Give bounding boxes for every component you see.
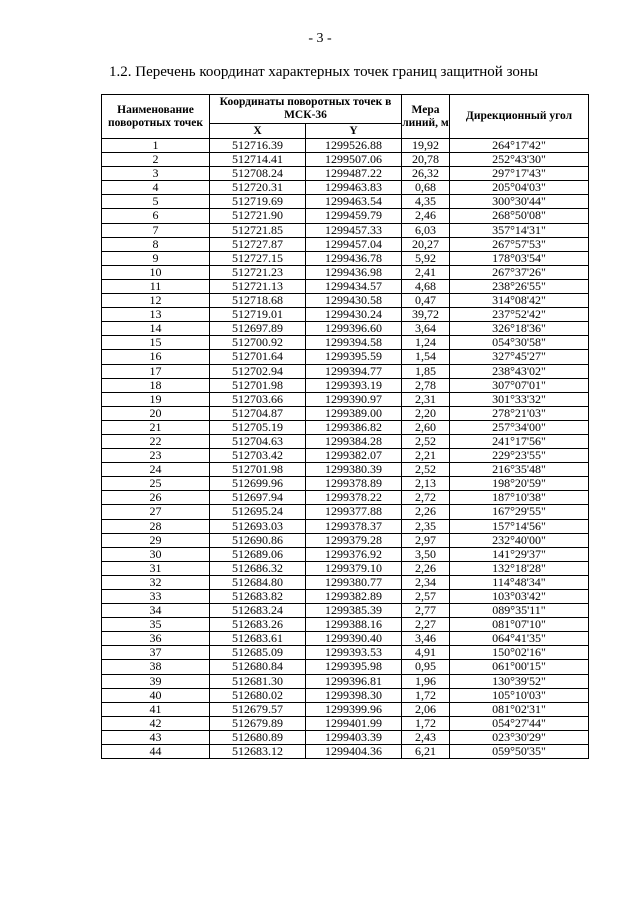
header-line-length: Мера линий, м [402, 95, 450, 139]
table-row [102, 660, 589, 674]
cell-y: 1299399.96 [306, 702, 402, 716]
cell-point-number: 6 [102, 209, 210, 223]
table-row [102, 279, 589, 293]
cell-point-number: 27 [102, 505, 210, 519]
cell-point-number: 35 [102, 618, 210, 632]
cell-line-length: 4,91 [402, 646, 450, 660]
table-row [102, 209, 589, 223]
cell-direction-angle: 130°39'52" [450, 674, 589, 688]
cell-point-number: 38 [102, 660, 210, 674]
cell-x: 512702.94 [210, 364, 306, 378]
cell-y: 1299457.04 [306, 237, 402, 251]
cell-x: 512699.96 [210, 477, 306, 491]
cell-y: 1299459.79 [306, 209, 402, 223]
cell-point-number: 21 [102, 420, 210, 434]
cell-y: 1299385.39 [306, 604, 402, 618]
cell-point-number: 9 [102, 251, 210, 265]
cell-x: 512704.87 [210, 406, 306, 420]
cell-x: 512714.41 [210, 153, 306, 167]
table-row [102, 618, 589, 632]
table-row [102, 702, 589, 716]
cell-y: 1299388.16 [306, 618, 402, 632]
cell-x: 512685.09 [210, 646, 306, 660]
cell-point-number: 15 [102, 336, 210, 350]
cell-y: 1299380.77 [306, 575, 402, 589]
cell-x: 512718.68 [210, 294, 306, 308]
cell-direction-angle: 187°10'38" [450, 491, 589, 505]
cell-point-number: 16 [102, 350, 210, 364]
table-row [102, 420, 589, 434]
table-row [102, 392, 589, 406]
cell-y: 1299390.97 [306, 392, 402, 406]
cell-x: 512680.84 [210, 660, 306, 674]
cell-x: 512683.61 [210, 632, 306, 646]
cell-point-number: 40 [102, 688, 210, 702]
cell-x: 512727.87 [210, 237, 306, 251]
table-row [102, 716, 589, 730]
table-row [102, 153, 589, 167]
cell-point-number: 36 [102, 632, 210, 646]
cell-direction-angle: 157°14'56" [450, 519, 589, 533]
cell-y: 1299457.33 [306, 223, 402, 237]
cell-point-number: 17 [102, 364, 210, 378]
cell-x: 512679.57 [210, 702, 306, 716]
cell-y: 1299378.89 [306, 477, 402, 491]
cell-y: 1299507.06 [306, 153, 402, 167]
cell-direction-angle: 238°26'55" [450, 279, 589, 293]
cell-line-length: 2,34 [402, 575, 450, 589]
table-row [102, 378, 589, 392]
cell-x: 512716.39 [210, 139, 306, 153]
table-row [102, 223, 589, 237]
cell-x: 512719.69 [210, 195, 306, 209]
cell-point-number: 3 [102, 167, 210, 181]
cell-x: 512683.82 [210, 590, 306, 604]
cell-point-number: 26 [102, 491, 210, 505]
cell-direction-angle: 141°29'37" [450, 547, 589, 561]
cell-x: 512708.24 [210, 167, 306, 181]
cell-x: 512683.24 [210, 604, 306, 618]
cell-direction-angle: 278°21'03" [450, 406, 589, 420]
cell-line-length: 2,52 [402, 434, 450, 448]
cell-line-length: 19,92 [402, 139, 450, 153]
cell-direction-angle: 023°30'29" [450, 730, 589, 744]
cell-y: 1299395.59 [306, 350, 402, 364]
cell-line-length: 0,47 [402, 294, 450, 308]
cell-direction-angle: 300°30'44" [450, 195, 589, 209]
cell-y: 1299430.24 [306, 308, 402, 322]
header-coordinates: Координаты поворотных точек в МСК-36 [210, 95, 402, 124]
table-row [102, 674, 589, 688]
cell-x: 512697.94 [210, 491, 306, 505]
cell-x: 512721.13 [210, 279, 306, 293]
cell-line-length: 2,20 [402, 406, 450, 420]
cell-point-number: 4 [102, 181, 210, 195]
table-row [102, 195, 589, 209]
table-header [102, 95, 589, 139]
table-row [102, 730, 589, 744]
cell-y: 1299434.57 [306, 279, 402, 293]
cell-line-length: 2,97 [402, 533, 450, 547]
cell-point-number: 7 [102, 223, 210, 237]
cell-line-length: 1,24 [402, 336, 450, 350]
cell-point-number: 31 [102, 561, 210, 575]
cell-y: 1299463.83 [306, 181, 402, 195]
cell-y: 1299403.39 [306, 730, 402, 744]
cell-point-number: 23 [102, 449, 210, 463]
coordinates-table [101, 94, 589, 759]
section-heading: 1.2. Перечень координат характерных точек границ защитной зоны [109, 64, 539, 80]
cell-point-number: 18 [102, 378, 210, 392]
cell-y: 1299404.36 [306, 745, 402, 759]
cell-point-number: 24 [102, 463, 210, 477]
cell-point-number: 11 [102, 279, 210, 293]
cell-point-number: 41 [102, 702, 210, 716]
table-row [102, 406, 589, 420]
cell-point-number: 37 [102, 646, 210, 660]
cell-line-length: 1,72 [402, 688, 450, 702]
cell-line-length: 2,35 [402, 519, 450, 533]
cell-line-length: 2,06 [402, 702, 450, 716]
cell-x: 512703.66 [210, 392, 306, 406]
table-row [102, 590, 589, 604]
table-row [102, 434, 589, 448]
cell-point-number: 30 [102, 547, 210, 561]
cell-y: 1299396.60 [306, 322, 402, 336]
cell-y: 1299379.28 [306, 533, 402, 547]
cell-point-number: 8 [102, 237, 210, 251]
cell-line-length: 1,54 [402, 350, 450, 364]
table-row [102, 181, 589, 195]
cell-direction-angle: 150°02'16" [450, 646, 589, 660]
cell-direction-angle: 232°40'00" [450, 533, 589, 547]
cell-x: 512701.98 [210, 463, 306, 477]
cell-x: 512720.31 [210, 181, 306, 195]
cell-direction-angle: 314°08'42" [450, 294, 589, 308]
cell-point-number: 14 [102, 322, 210, 336]
cell-y: 1299390.40 [306, 632, 402, 646]
table-row [102, 745, 589, 759]
cell-point-number: 39 [102, 674, 210, 688]
cell-line-length: 3,50 [402, 547, 450, 561]
cell-y: 1299394.77 [306, 364, 402, 378]
cell-direction-angle: 054°27'44" [450, 716, 589, 730]
cell-line-length: 3,46 [402, 632, 450, 646]
cell-line-length: 5,92 [402, 251, 450, 265]
cell-x: 512680.89 [210, 730, 306, 744]
cell-direction-angle: 257°34'00" [450, 420, 589, 434]
cell-x: 512693.03 [210, 519, 306, 533]
cell-y: 1299389.00 [306, 406, 402, 420]
cell-x: 512681.30 [210, 674, 306, 688]
cell-line-length: 1,96 [402, 674, 450, 688]
table-body [102, 139, 589, 759]
cell-direction-angle: 267°37'26" [450, 265, 589, 279]
cell-y: 1299378.22 [306, 491, 402, 505]
cell-point-number: 1 [102, 139, 210, 153]
cell-point-number: 2 [102, 153, 210, 167]
cell-point-number: 32 [102, 575, 210, 589]
table-row [102, 449, 589, 463]
cell-line-length: 2,13 [402, 477, 450, 491]
cell-x: 512683.12 [210, 745, 306, 759]
header-direction-angle: Дирекционный угол [450, 95, 589, 139]
table-row [102, 237, 589, 251]
cell-x: 512679.89 [210, 716, 306, 730]
cell-y: 1299378.37 [306, 519, 402, 533]
cell-direction-angle: 081°02'31" [450, 702, 589, 716]
cell-x: 512684.80 [210, 575, 306, 589]
cell-direction-angle: 132°18'28" [450, 561, 589, 575]
cell-direction-angle: 105°10'03" [450, 688, 589, 702]
cell-x: 512700.92 [210, 336, 306, 350]
table-row [102, 294, 589, 308]
cell-direction-angle: 216°35'48" [450, 463, 589, 477]
cell-y: 1299384.28 [306, 434, 402, 448]
cell-line-length: 4,68 [402, 279, 450, 293]
cell-direction-angle: 064°41'35" [450, 632, 589, 646]
cell-x: 512704.63 [210, 434, 306, 448]
cell-y: 1299396.81 [306, 674, 402, 688]
cell-y: 1299379.10 [306, 561, 402, 575]
cell-line-length: 0,95 [402, 660, 450, 674]
cell-direction-angle: 229°23'55" [450, 449, 589, 463]
header-point-name: Наименование поворотных точек [102, 95, 210, 139]
cell-x: 512705.19 [210, 420, 306, 434]
cell-y: 1299393.19 [306, 378, 402, 392]
cell-x: 512703.42 [210, 449, 306, 463]
cell-point-number: 25 [102, 477, 210, 491]
cell-line-length: 2,43 [402, 730, 450, 744]
table-row [102, 265, 589, 279]
table-row [102, 308, 589, 322]
table-row [102, 632, 589, 646]
cell-line-length: 2,21 [402, 449, 450, 463]
table-row [102, 350, 589, 364]
cell-x: 512721.85 [210, 223, 306, 237]
cell-x: 512689.06 [210, 547, 306, 561]
cell-point-number: 44 [102, 745, 210, 759]
table-row [102, 167, 589, 181]
cell-direction-angle: 103°03'42" [450, 590, 589, 604]
cell-point-number: 42 [102, 716, 210, 730]
cell-y: 1299394.58 [306, 336, 402, 350]
cell-x: 512727.15 [210, 251, 306, 265]
table-row [102, 575, 589, 589]
cell-direction-angle: 268°50'08" [450, 209, 589, 223]
cell-y: 1299386.82 [306, 420, 402, 434]
cell-x: 512683.26 [210, 618, 306, 632]
cell-x: 512701.98 [210, 378, 306, 392]
cell-direction-angle: 178°03'54" [450, 251, 589, 265]
cell-point-number: 22 [102, 434, 210, 448]
cell-line-length: 2,77 [402, 604, 450, 618]
cell-x: 512680.02 [210, 688, 306, 702]
cell-direction-angle: 061°00'15" [450, 660, 589, 674]
cell-direction-angle: 357°14'31" [450, 223, 589, 237]
cell-direction-angle: 059°50'35" [450, 745, 589, 759]
cell-line-length: 2,46 [402, 209, 450, 223]
cell-point-number: 5 [102, 195, 210, 209]
cell-point-number: 29 [102, 533, 210, 547]
table-row [102, 533, 589, 547]
cell-line-length: 26,32 [402, 167, 450, 181]
table-row [102, 646, 589, 660]
cell-point-number: 19 [102, 392, 210, 406]
cell-line-length: 1,72 [402, 716, 450, 730]
cell-y: 1299393.53 [306, 646, 402, 660]
table-row [102, 547, 589, 561]
cell-line-length: 20,78 [402, 153, 450, 167]
cell-direction-angle: 327°45'27" [450, 350, 589, 364]
table-row [102, 688, 589, 702]
cell-direction-angle: 326°18'36" [450, 322, 589, 336]
cell-x: 512690.86 [210, 533, 306, 547]
cell-x: 512721.90 [210, 209, 306, 223]
cell-point-number: 43 [102, 730, 210, 744]
table-row [102, 336, 589, 350]
cell-y: 1299377.88 [306, 505, 402, 519]
cell-line-length: 2,72 [402, 491, 450, 505]
cell-x: 512721.23 [210, 265, 306, 279]
table-row [102, 364, 589, 378]
cell-direction-angle: 205°04'03" [450, 181, 589, 195]
cell-direction-angle: 252°43'30" [450, 153, 589, 167]
cell-direction-angle: 089°35'11" [450, 604, 589, 618]
cell-direction-angle: 198°20'59" [450, 477, 589, 491]
cell-direction-angle: 241°17'56" [450, 434, 589, 448]
cell-direction-angle: 297°17'43" [450, 167, 589, 181]
header-x: X [210, 124, 306, 139]
cell-x: 512686.32 [210, 561, 306, 575]
cell-direction-angle: 054°30'58" [450, 336, 589, 350]
cell-direction-angle: 301°33'32" [450, 392, 589, 406]
cell-y: 1299398.30 [306, 688, 402, 702]
table-row [102, 604, 589, 618]
cell-direction-angle: 307°07'01" [450, 378, 589, 392]
cell-y: 1299463.54 [306, 195, 402, 209]
cell-x: 512697.89 [210, 322, 306, 336]
cell-direction-angle: 081°07'10" [450, 618, 589, 632]
cell-y: 1299382.89 [306, 590, 402, 604]
cell-y: 1299395.98 [306, 660, 402, 674]
cell-line-length: 4,35 [402, 195, 450, 209]
cell-line-length: 2,52 [402, 463, 450, 477]
cell-y: 1299526.88 [306, 139, 402, 153]
cell-line-length: 2,26 [402, 561, 450, 575]
cell-point-number: 12 [102, 294, 210, 308]
cell-direction-angle: 238°43'02" [450, 364, 589, 378]
cell-line-length: 2,57 [402, 590, 450, 604]
cell-x: 512701.64 [210, 350, 306, 364]
table-row [102, 322, 589, 336]
header-y: Y [306, 124, 402, 139]
table-row [102, 505, 589, 519]
cell-line-length: 2,26 [402, 505, 450, 519]
cell-point-number: 33 [102, 590, 210, 604]
cell-line-length: 2,31 [402, 392, 450, 406]
cell-point-number: 28 [102, 519, 210, 533]
cell-line-length: 1,85 [402, 364, 450, 378]
cell-y: 1299380.39 [306, 463, 402, 477]
cell-line-length: 2,41 [402, 265, 450, 279]
cell-line-length: 6,21 [402, 745, 450, 759]
cell-line-length: 6,03 [402, 223, 450, 237]
cell-line-length: 3,64 [402, 322, 450, 336]
table-row [102, 561, 589, 575]
table-row [102, 491, 589, 505]
table-row [102, 477, 589, 491]
cell-line-length: 39,72 [402, 308, 450, 322]
cell-direction-angle: 264°17'42" [450, 139, 589, 153]
table-row [102, 519, 589, 533]
cell-point-number: 34 [102, 604, 210, 618]
cell-line-length: 0,68 [402, 181, 450, 195]
cell-x: 512695.24 [210, 505, 306, 519]
cell-y: 1299376.92 [306, 547, 402, 561]
page-number: - 3 - [308, 31, 332, 46]
cell-point-number: 20 [102, 406, 210, 420]
table-row [102, 139, 589, 153]
cell-y: 1299430.58 [306, 294, 402, 308]
cell-direction-angle: 237°52'42" [450, 308, 589, 322]
cell-y: 1299436.98 [306, 265, 402, 279]
cell-y: 1299487.22 [306, 167, 402, 181]
cell-y: 1299401.99 [306, 716, 402, 730]
cell-direction-angle: 114°48'34" [450, 575, 589, 589]
cell-point-number: 10 [102, 265, 210, 279]
cell-x: 512719.01 [210, 308, 306, 322]
cell-point-number: 13 [102, 308, 210, 322]
table-row [102, 463, 589, 477]
cell-y: 1299382.07 [306, 449, 402, 463]
cell-line-length: 2,60 [402, 420, 450, 434]
cell-line-length: 20,27 [402, 237, 450, 251]
cell-y: 1299436.78 [306, 251, 402, 265]
cell-direction-angle: 267°57'53" [450, 237, 589, 251]
cell-line-length: 2,78 [402, 378, 450, 392]
cell-line-length: 2,27 [402, 618, 450, 632]
cell-direction-angle: 167°29'55" [450, 505, 589, 519]
table-row [102, 251, 589, 265]
